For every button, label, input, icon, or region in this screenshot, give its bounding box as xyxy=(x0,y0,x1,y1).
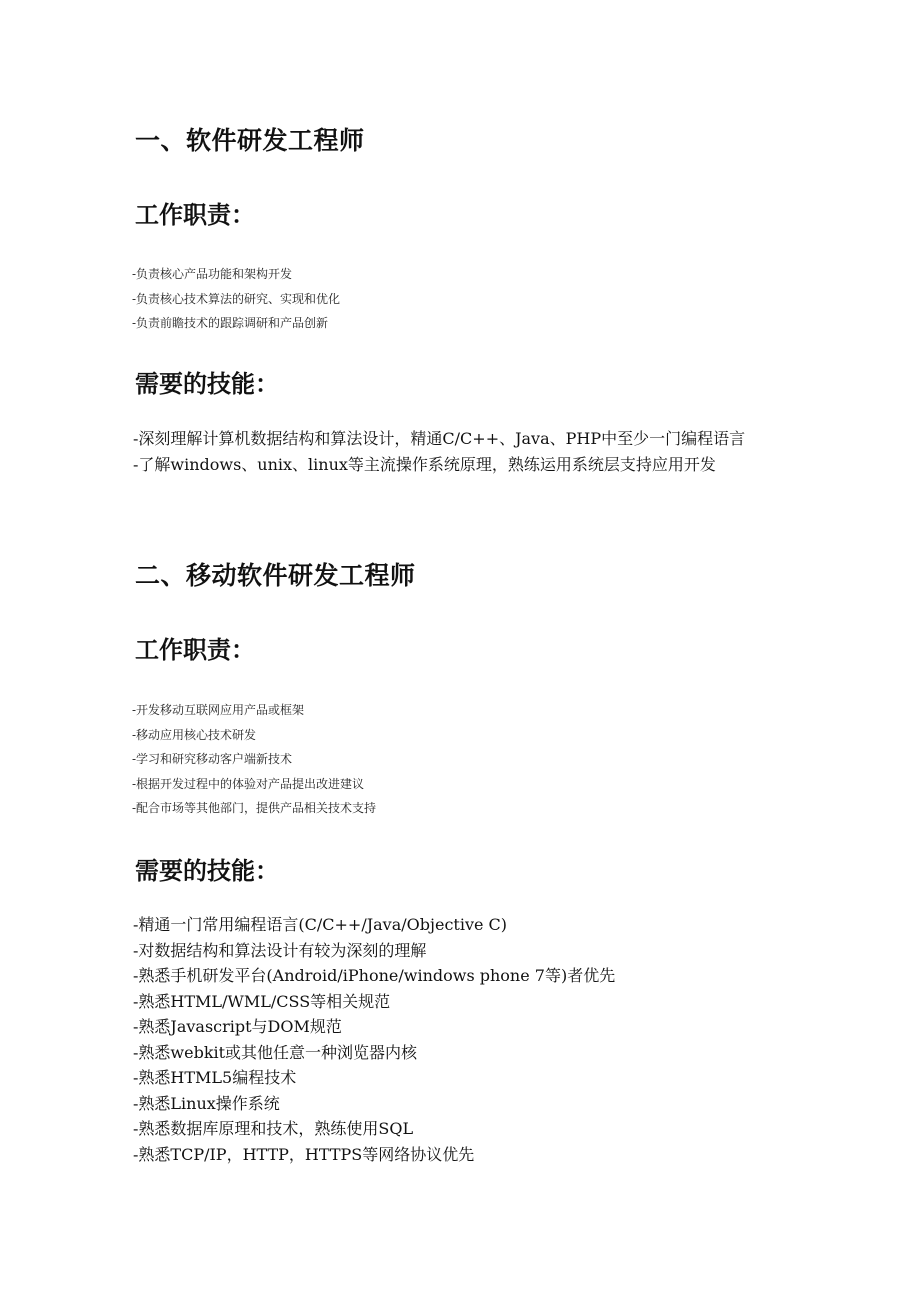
list-item: -开发移动互联网应用产品或框架 xyxy=(132,703,305,717)
section1-skills-list xyxy=(133,426,793,477)
section2-title: 二、移动软件研发工程师 xyxy=(135,561,416,590)
list-item: -负责前瞻技术的跟踪调研和产品创新 xyxy=(132,316,329,331)
list-item: -熟悉HTML/WML/CSS等相关规范 xyxy=(133,991,391,1011)
section2-duties-heading: 工作职责： xyxy=(135,636,255,664)
list-item: -配合市场等其他部门，提供产品相关技术支持 xyxy=(132,801,377,816)
section1-skills-heading: 需要的技能： xyxy=(135,370,279,398)
section1-title: 一、软件研发工程师 xyxy=(135,126,365,155)
list-item: -熟悉webkit或其他任意一种浏览器内核 xyxy=(133,1042,418,1062)
list-item: -精通一门常用编程语言(C/C++/Java/Objective C) xyxy=(133,915,508,934)
list-item: -了解windows、unix、linux等主流操作系统原理，熟练运用系统层支持应用开发 xyxy=(133,454,716,474)
section2-skills-heading: 需要的技能： xyxy=(135,857,279,885)
list-item: -负责核心技术算法的研究、实现和优化 xyxy=(132,291,341,306)
section1-duties-heading: 工作职责： xyxy=(135,201,255,229)
list-item: -熟悉Javascript与DOM规范 xyxy=(133,1017,342,1036)
list-item: -深刻理解计算机数据结构和算法设计，精通C/C++、Java、PHP中至少一门编程语言 xyxy=(133,429,746,448)
list-item: -熟悉数据库原理和技术，熟练使用SQL xyxy=(133,1119,414,1138)
list-item: -学习和研究移动客户端新技术 xyxy=(132,752,293,767)
list-item: -根据开发过程中的体验对产品提出改进建议 xyxy=(132,776,365,791)
section2-skills-list xyxy=(133,912,615,1167)
list-item: -移动应用核心技术研发 xyxy=(132,727,257,742)
list-item: -熟悉TCP/IP，HTTP，HTTPS等网络协议优先 xyxy=(133,1144,475,1164)
list-item: -熟悉手机研发平台(Android/iPhone/windows phone 7等)者优先 xyxy=(133,966,616,985)
list-item: -熟悉HTML5编程技术 xyxy=(133,1068,297,1087)
section2-duties-list xyxy=(132,698,376,821)
list-item: -熟悉Linux操作系统 xyxy=(133,1093,280,1113)
list-item: -对数据结构和算法设计有较为深刻的理解 xyxy=(133,940,427,960)
list-item: -负责核心产品功能和架构开发 xyxy=(132,267,293,281)
section1-duties-list xyxy=(132,262,340,336)
